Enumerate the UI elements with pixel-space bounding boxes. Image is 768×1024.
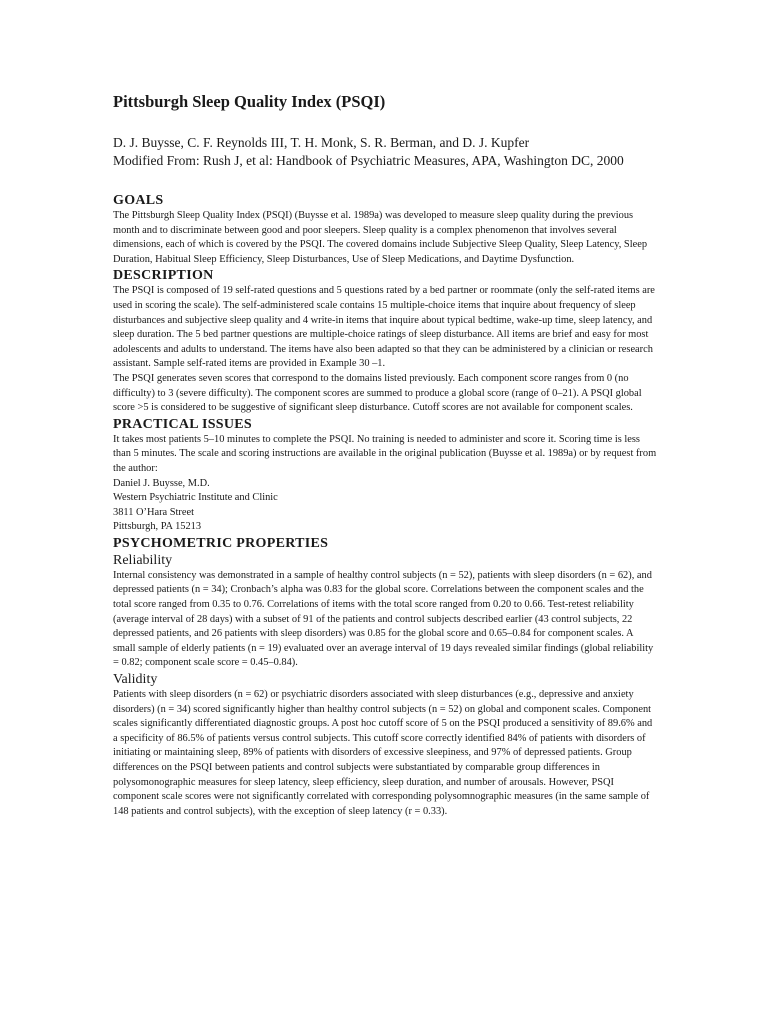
address-line: Pittsburgh, PA 15213: [113, 521, 202, 533]
psychometric-heading: PSYCHOMETRIC PROPERTIES: [113, 535, 329, 551]
validity-heading: Validity: [113, 672, 158, 688]
description-paragraph-2: The PSQI generates seven scores that correspond to the domains listed previously. Each component score ranges from 0 (no difficulty) to 3 (severe difficulty). The component scores are summed to produce a global score (range of 0–21). A PSQI global score >5 is considered to be suggestive of significant sleep disturbance. Cutoff scores are not available for component scales.: [113, 372, 642, 414]
address-line: 3811 O’Hara Street: [113, 506, 194, 518]
source-line: Modified From: Rush J, et al: Handbook of Psychiatric Measures, APA, Washington DC, 2000: [113, 153, 624, 168]
document-title: Pittsburgh Sleep Quality Index (PSQI): [113, 92, 386, 111]
author-block: [113, 134, 658, 170]
address-line: Daniel J. Buysse, M.D.: [113, 477, 210, 489]
goals-paragraph: The Pittsburgh Sleep Quality Index (PSQI) (Buysse et al. 1989a) was developed to measure sleep quality during the previous month and to discriminate between good and poor sleepers. Sleep quality is a complex phenomenon that involves several dimensions, each of which is covered by the PSQI. The covered domains include Subjective Sleep Quality, Sleep Latency, Sleep Duration, Habitual Sleep Efficiency, Sleep Disturbances, Use of Sleep Medications, and Daytime Dysfunction.: [113, 210, 648, 265]
practical-issues-paragraph: It takes most patients 5–10 minutes to complete the PSQI. No training is needed to administer and score it. Scoring time is less than 5 minutes. The scale and scoring instructions are available in the original publication (Buysse et al. 1989a) or by request from the author:: [113, 433, 657, 474]
validity-paragraph: Patients with sleep disorders (n = 62) or psychiatric disorders associated with sleep disturbances (e.g., depressive and anxiety disorders) (n = 34) scored significantly higher than healthy control subjects (n = 52) on global and component scales. Component scales significantly differentiated diagnostic groups. A post hoc cutoff score of 5 on the PSQI produced a sensitivity of 89.6% and a specificity of 86.5% of patients versus control subjects. This cutoff score correctly identified 84% of patients with disorders of initiating or maintaining sleep, 89% of patients with disorders of excessive sleepiness, and 97% of depressed patients. Group differences on the PSQI between patients and control subjects were substantiated by comparable group differences in polysomonographic measures for sleep latency, sleep efficiency, sleep duration, and number of arousals. However, PSQI component scale scores were not significantly correlated with corresponding polysomnographic measures (in the same sample of 148 patients and control subjects), with the exception of sleep latency (r = 0.33).: [113, 689, 653, 817]
description-paragraph-1: The PSQI is composed of 19 self-rated questions and 5 questions rated by a bed partner or roommate (only the self-rated items are used in scoring the scale). The self-administered scale contains 15 multiple-choice items that inquire about frequency of sleep disturbances and subjective sleep quality and 4 write-in items that inquire about typical bedtime, wake-up time, sleep latency, and sleep duration. The 5 bed partner questions are multiple-choice ratings of sleep disturbance. All items are brief and easy for most adolescents and adults to understand. The items have also been adapted so that they can be administered by a clinician or research assistant. Sample self-rated items are provided in Example 30 –1.: [113, 285, 655, 370]
goals-heading: GOALS: [113, 193, 164, 208]
description-heading: DESCRIPTION: [113, 268, 214, 284]
reliability-heading: Reliability: [113, 552, 173, 568]
reliability-paragraph: Internal consistency was demonstrated in a sample of healthy control subjects (n = 52), patients with sleep disorders (n = 62), and depressed patients (n = 34); Cronbach’s alpha was 0.83 for the global score. Correlations between the component scales and the total score ranged from 0.35 to 0.76. Correlations of items with the total score ranged from 0.20 to 0.66. Test-retest reliability (average interval of 28 days) with a subset of 91 of the patients and control subjects described earlier (43 control subjects, 22 depressed patients, and 26 patients with sleep disorders) was 0.85 for the global score and 0.65–0.84 for component scales. A small sample of elderly patients (n = 19) evaluated over an average interval of 19 days revealed similar findings (global reliability = 0.82; component scale score = 0.45–0.84).: [113, 569, 654, 669]
document-page: [113, 92, 658, 819]
address-line: Western Psychiatric Institute and Clinic: [113, 492, 278, 504]
authors-line: D. J. Buysse, C. F. Reynolds III, T. H. Monk, S. R. Berman, and D. J. Kupfer: [113, 135, 530, 150]
practical-issues-heading: PRACTICAL ISSUES: [113, 416, 253, 432]
author-address: [113, 477, 658, 535]
